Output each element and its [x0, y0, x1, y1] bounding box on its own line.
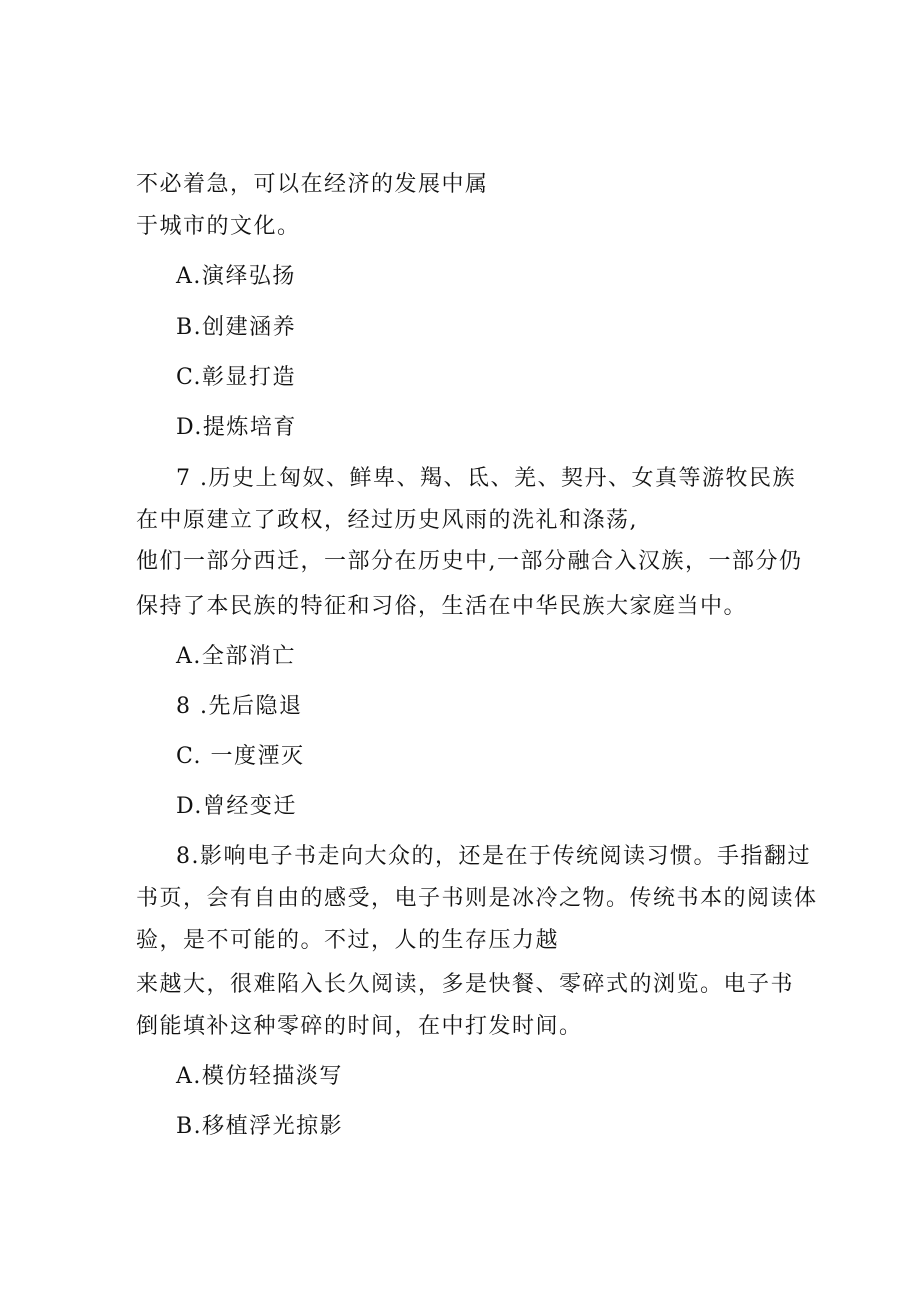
option-a: A.模仿轻描淡写 — [176, 1064, 343, 1089]
question-8-line-1: 8.影响电子书走向大众的，还是在于传统阅读习惯。手指翻过 — [176, 844, 811, 869]
option-c: C. 一度湮灭 — [176, 744, 305, 769]
question-7-line-3: 他们一部分西迁，一部分在历史中,一部分融合入汉族，一部分仍 — [136, 549, 803, 574]
option-d: D.提炼培育 — [176, 415, 297, 440]
option-a: A.演绎弘扬 — [176, 264, 296, 289]
question-8-line-3: 验，是不可能的。不过，人的生存压力越 — [136, 928, 560, 953]
question-7-line-2: 在中原建立了政权，经过历史风雨的洗礼和涤荡, — [136, 508, 638, 533]
option-a: A.全部消亡 — [176, 644, 296, 669]
option-b: 8 .先后隐退 — [176, 694, 303, 719]
question-8-line-4: 来越大，很难陷入长久阅读，多是快餐、零碎式的浏览。电子书 — [136, 972, 795, 997]
passage-line-1: 不必着急，可以在经济的发展中属 — [136, 172, 489, 197]
option-b: B.创建涵养 — [176, 315, 297, 340]
question-8-line-2: 书页，会有自由的感受，电子书则是冰冷之物。传统书本的阅读体 — [136, 886, 818, 911]
option-c: C.彰显打造 — [176, 365, 297, 390]
option-b: B.移植浮光掠影 — [176, 1114, 344, 1139]
question-7-line-4: 保持了本民族的特征和习俗，生活在中华民族大家庭当中。 — [136, 594, 748, 619]
option-d: D.曾经变迁 — [176, 794, 297, 819]
question-7-line-1: 7 .历史上匈奴、鲜卑、羯、氐、羌、契丹、女真等游牧民族 — [176, 466, 796, 491]
passage-line-2: 于城市的文化。 — [136, 214, 301, 239]
question-8-line-5: 倒能填补这种零碎的时间，在中打发时间。 — [136, 1014, 583, 1039]
